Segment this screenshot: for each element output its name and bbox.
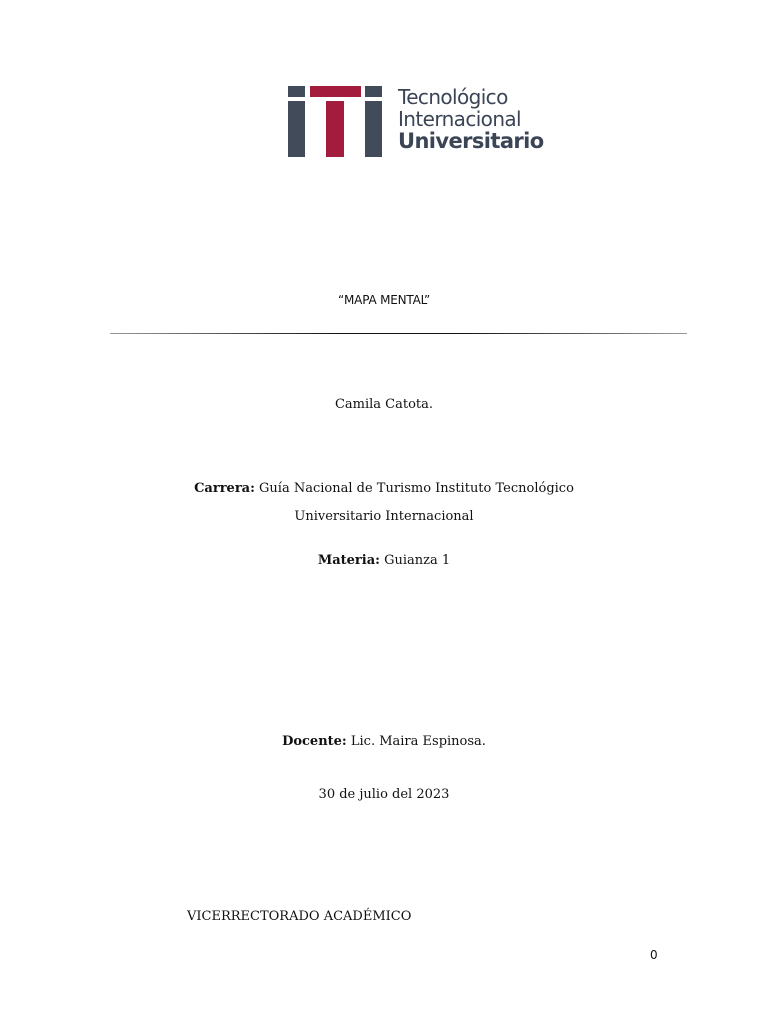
logo-wordmark	[398, 86, 544, 152]
logo-right-i-dot	[365, 86, 382, 97]
teacher-label: Docente:	[282, 734, 347, 749]
iti-logo-mark	[288, 86, 384, 158]
teacher-block	[0, 734, 768, 749]
department-name: VICERRECTORADO ACADÉMICO	[187, 909, 412, 924]
teacher-value: Lic. Maira Espinosa.	[350, 734, 486, 749]
career-wrap	[149, 475, 619, 531]
logo-left-i-stem	[288, 101, 305, 157]
logo-t-bar	[310, 86, 361, 97]
logo-right-i-stem	[365, 101, 382, 157]
page-number: 0	[650, 948, 658, 962]
iti-logo	[288, 86, 548, 158]
subject-block	[0, 553, 768, 568]
logo-left-i-dot	[288, 86, 305, 97]
subject-label: Materia:	[317, 553, 380, 568]
document-date: 30 de julio del 2023	[318, 787, 450, 802]
logo-line-3: Universitario	[398, 129, 544, 153]
student-name: Camila Catota.	[334, 397, 434, 412]
title-divider	[110, 333, 687, 334]
logo-line-2: Internacional	[398, 107, 522, 131]
logo-line-1: Tecnológico	[398, 85, 508, 109]
document-title: “MAPA MENTAL”	[338, 293, 430, 307]
subject-value: Guianza 1	[384, 553, 451, 568]
career-label: Carrera:	[194, 481, 255, 496]
career-value: Guía Nacional de Turismo Instituto Tecnológico Universitario Internacional	[259, 481, 574, 524]
career-block	[0, 475, 768, 531]
logo-t-stem	[326, 101, 344, 157]
